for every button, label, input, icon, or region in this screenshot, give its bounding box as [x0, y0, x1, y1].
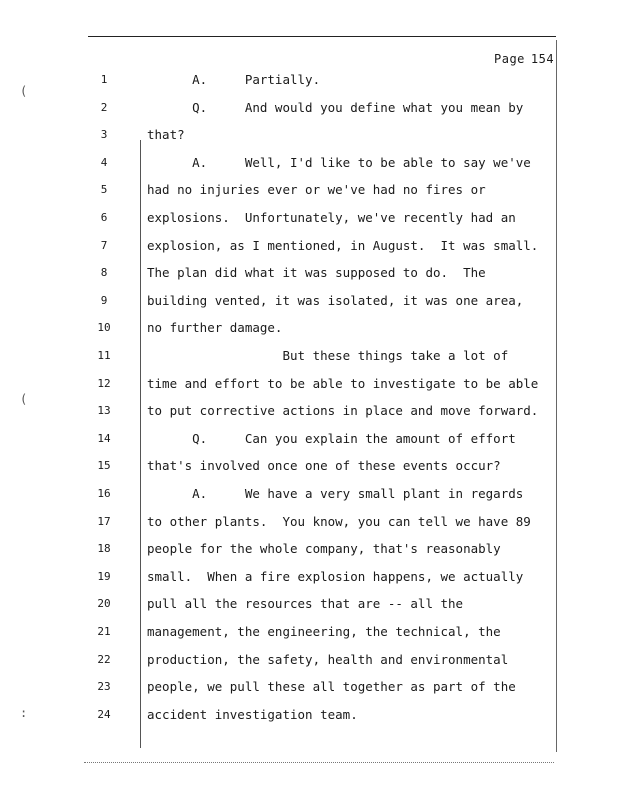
transcript-line — [0, 291, 618, 311]
line-number: 22 — [97, 652, 111, 666]
line-text: no further damage. — [147, 320, 283, 336]
line-text: time and effort to be able to investigate to be able — [147, 375, 539, 391]
transcript-line — [0, 346, 618, 366]
line-number: 24 — [97, 707, 111, 721]
line-number: 11 — [97, 349, 111, 362]
line-text: small. When a fire explosion happens, we actually — [147, 568, 524, 584]
line-text: The plan did what it was supposed to do. The — [147, 265, 486, 281]
line-number: 21 — [97, 625, 111, 638]
line-number: 7 — [100, 238, 108, 252]
transcript-line — [0, 374, 618, 394]
scan-speck: ( — [20, 392, 28, 406]
line-number: 19 — [97, 569, 111, 583]
line-number: 14 — [97, 431, 111, 445]
transcript-line — [0, 98, 618, 118]
transcript-line — [0, 484, 618, 504]
line-number: 15 — [97, 459, 111, 473]
line-number: 2 — [100, 100, 108, 114]
line-text: had no injuries ever or we've had no fires or — [147, 182, 486, 198]
transcript-line — [0, 456, 618, 476]
transcript-line — [0, 208, 618, 228]
line-text: that? — [147, 127, 185, 143]
line-number: 10 — [97, 321, 111, 335]
scan-speck: ( — [20, 84, 28, 98]
line-text: production, the safety, health and environmental — [147, 651, 509, 667]
line-text: Q. And would you define what you mean by — [147, 99, 524, 115]
line-number: 9 — [100, 293, 108, 307]
transcript-line — [0, 539, 618, 559]
bottom-rule — [84, 762, 554, 763]
page-number: 154 — [530, 52, 555, 66]
transcript-line — [0, 512, 618, 532]
transcript-line — [0, 153, 618, 173]
line-text: people, we pull these all together as part of the — [147, 679, 516, 695]
line-text: to put corrective actions in place and move forward. — [147, 403, 539, 419]
page-label: Page — [494, 52, 525, 66]
line-text: A. We have a very small plant in regards — [147, 486, 524, 501]
line-text: pull all the resources that are -- all the — [147, 596, 464, 612]
top-rule — [88, 36, 556, 37]
transcript-line — [0, 567, 618, 587]
scan-speck: : — [20, 706, 28, 720]
transcript-line — [0, 180, 618, 200]
line-text: accident investigation team. — [147, 706, 358, 722]
transcript-line — [0, 318, 618, 338]
line-number: 13 — [97, 404, 111, 418]
transcript-line — [0, 263, 618, 283]
transcript-line — [0, 622, 618, 642]
page-number-header — [494, 52, 554, 66]
line-number: 5 — [100, 183, 108, 197]
line-number: 12 — [97, 376, 111, 390]
line-text: A. Well, I'd like to be able to say we've — [147, 154, 531, 170]
line-number: 18 — [97, 542, 111, 556]
line-number: 3 — [100, 128, 108, 142]
line-number: 20 — [97, 597, 111, 611]
right-margin-rule — [556, 40, 557, 752]
transcript-line — [0, 650, 618, 670]
transcript-line — [0, 677, 618, 697]
line-text: building vented, it was isolated, it was one area, — [147, 292, 524, 308]
transcript-line — [0, 594, 618, 614]
line-text: A. Partially. — [147, 72, 321, 87]
line-text: explosions. Unfortunately, we've recently had an — [147, 210, 516, 225]
transcript-line — [0, 70, 618, 90]
line-text: people for the whole company, that's reasonably — [147, 541, 501, 557]
line-number: 6 — [100, 211, 108, 224]
line-number: 23 — [97, 680, 111, 694]
transcript-line — [0, 236, 618, 256]
line-text: that's involved once one of these events occur? — [147, 458, 501, 474]
transcript-line — [0, 401, 618, 421]
line-text: to other plants. You know, you can tell we have 89 — [147, 513, 531, 529]
line-text: explosion, as I mentioned, in August. It was small. — [147, 237, 539, 253]
line-number: 17 — [97, 514, 111, 528]
line-text: But these things take a lot of — [147, 348, 509, 363]
transcript-line — [0, 705, 618, 725]
line-number: 8 — [100, 266, 108, 280]
transcript-line — [0, 429, 618, 449]
line-number: 1 — [100, 73, 108, 86]
line-number: 16 — [97, 487, 111, 500]
line-text: management, the engineering, the technical, the — [147, 624, 501, 639]
transcript-line — [0, 125, 618, 145]
line-text: Q. Can you explain the amount of effort — [147, 430, 516, 446]
line-number: 4 — [100, 155, 108, 169]
